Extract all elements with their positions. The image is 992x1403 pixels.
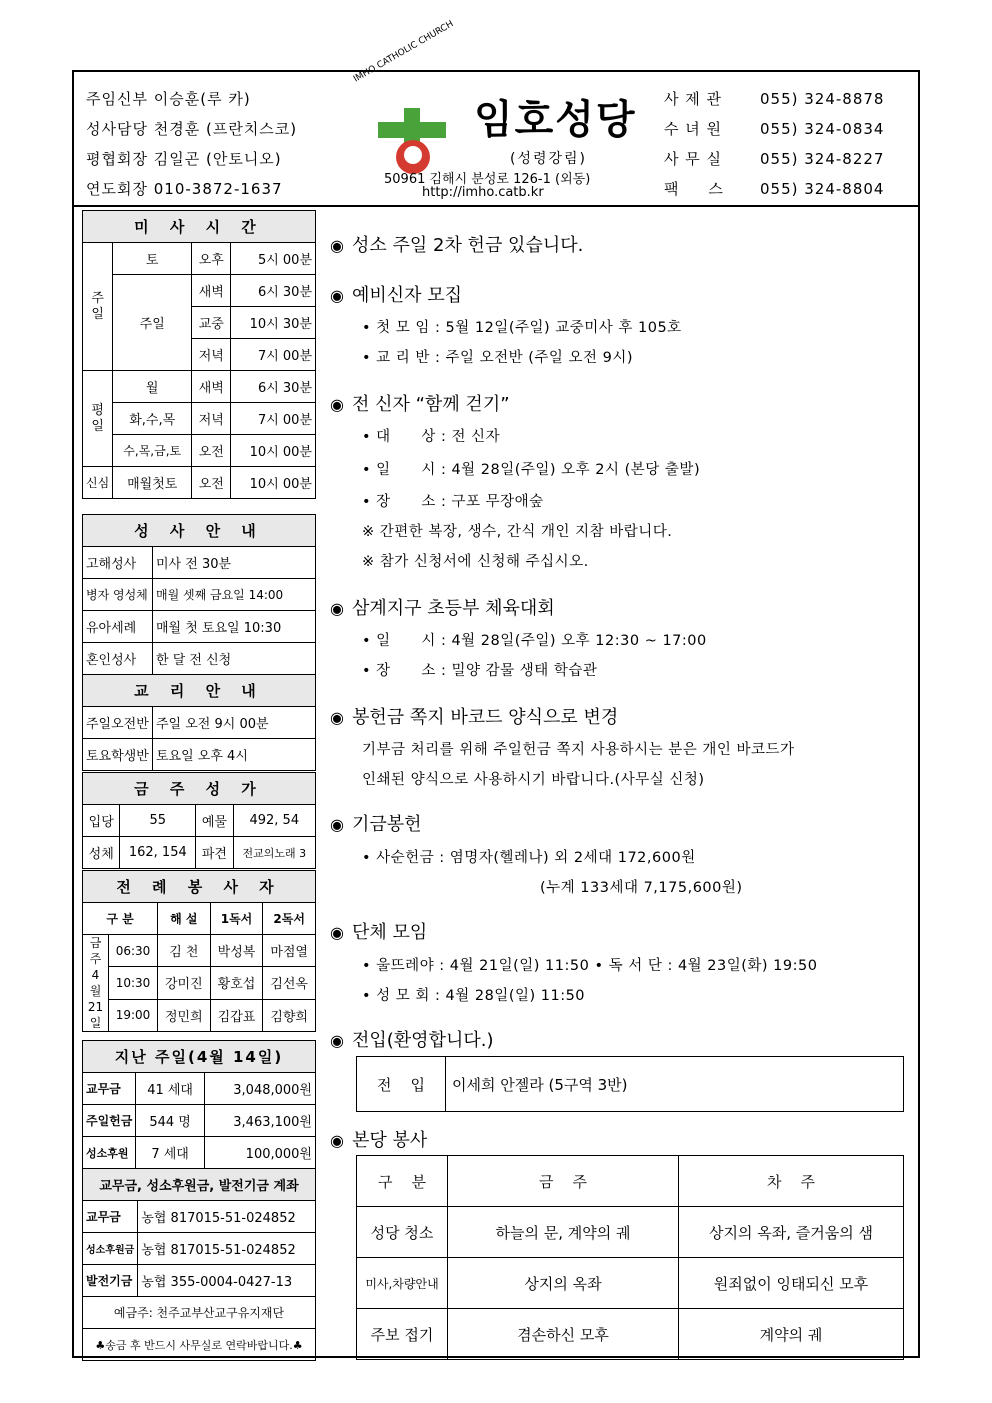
bullet-icon: ◉	[330, 395, 344, 414]
value: 주일 오전 9시 00분	[153, 707, 316, 739]
value: 토요일 오후 4시	[153, 739, 316, 771]
head: 해 설	[158, 903, 211, 935]
phone: 055) 324-8227	[760, 150, 885, 168]
label: 병자 영성체	[83, 579, 153, 611]
period: 새벽	[192, 275, 231, 307]
line	[362, 629, 707, 650]
value: 겸손하신 모후	[448, 1309, 679, 1360]
time: 6시 30분	[231, 275, 316, 307]
note: ※ 간편한 복장, 생수, 간식 개인 지참 바랍니다.	[362, 524, 673, 540]
text: 대 상 : 전 신자	[376, 429, 501, 445]
item-title: 전입(환영합니다.)	[352, 1030, 494, 1051]
label: 교무금	[83, 1073, 136, 1105]
day: 수,목,금,토	[113, 435, 192, 467]
item-title: 성소 주일 2차 헌금 있습니다.	[352, 235, 584, 256]
period: 저녁	[192, 339, 231, 371]
time: 10:30	[109, 967, 158, 999]
church-logo-icon	[378, 108, 446, 176]
item-sports	[330, 594, 555, 620]
value: 492, 54	[233, 805, 315, 837]
value: 매월 첫 토요일 10:30	[153, 611, 316, 643]
line	[362, 425, 500, 446]
sunday-label: 주일	[83, 243, 113, 371]
item-offering	[330, 231, 583, 257]
label: 발전기금	[83, 1265, 138, 1297]
amount: 3,048,000원	[204, 1073, 315, 1105]
sacrament-title: 성 사 안 내	[83, 515, 316, 547]
value: 55	[120, 805, 196, 837]
header-left-2	[86, 118, 297, 139]
line	[362, 846, 696, 867]
mass-times-table	[82, 210, 316, 499]
mass-title: 미 사 시 간	[83, 211, 316, 243]
day: 월	[113, 371, 192, 403]
name: 황호섭	[210, 967, 263, 999]
value: 계약의 궤	[679, 1309, 904, 1360]
faith-label: 신심	[83, 467, 113, 499]
role: 성사담당	[86, 120, 148, 138]
day: 매월첫토	[113, 467, 192, 499]
text: 기부금 처리를 위해 주일헌금 쪽지 사용하시는 분은 개인 바코드가	[362, 742, 795, 758]
dot-icon: •	[362, 462, 372, 478]
day: 주일	[113, 275, 192, 371]
church-subtitle: (성령강림)	[510, 151, 588, 167]
servers-date: 금주 4월 21일	[83, 935, 109, 1032]
dot-icon: •	[362, 958, 372, 974]
item-title: 삼계지구 초등부 체육대회	[352, 598, 555, 619]
value: 상지의 옥좌	[448, 1258, 679, 1309]
church-address: 50961 김해시 분성로 126-1 (외동)	[384, 172, 591, 187]
name: 010-3872-1637	[153, 180, 283, 198]
dot-icon: •	[362, 494, 372, 510]
label: 교무금	[83, 1201, 138, 1233]
sacrament-table	[82, 514, 316, 675]
amount: 3,463,100원	[204, 1105, 315, 1137]
servers-table	[82, 870, 316, 1032]
value: 한 달 전 신청	[153, 643, 316, 675]
label: 토요학생반	[83, 739, 153, 771]
label: 수 녀 원	[664, 120, 723, 138]
label: 입당	[83, 805, 120, 837]
time: 10시 00분	[231, 467, 316, 499]
line	[362, 490, 544, 511]
line	[362, 316, 682, 337]
label: 팩 스	[664, 180, 724, 198]
hymn-table	[82, 772, 316, 869]
item-catechumen	[330, 281, 462, 307]
role: 연도회장	[86, 180, 148, 198]
dot-icon: •	[362, 850, 372, 866]
last-week-title: 지난 주일(4월 14일)	[83, 1041, 316, 1073]
item-title: 전 신자 “함께 걷기”	[352, 394, 510, 415]
value: 전교의노래 3	[233, 837, 315, 869]
time: 10시 30분	[231, 307, 316, 339]
dot-icon: •	[362, 320, 372, 336]
item-title: 봉헌금 쪽지 바코드 양식으로 변경	[352, 707, 619, 728]
bullet-icon: ◉	[330, 286, 344, 305]
label: 미사,차량안내	[357, 1258, 448, 1309]
header-right-2	[664, 118, 884, 139]
value: 농협 817015-51-024852	[138, 1233, 316, 1265]
hymn-title: 금 주 성 가	[83, 773, 316, 805]
item-transfer	[330, 1026, 493, 1052]
label: 파견	[196, 837, 233, 869]
period: 새벽	[192, 371, 231, 403]
church-url[interactable]: http://imho.catb.kr	[422, 185, 544, 200]
time: 06:30	[109, 935, 158, 967]
header-right-1	[664, 88, 884, 109]
label: 전 입	[357, 1057, 446, 1112]
weekday-label: 평일	[83, 371, 113, 467]
phone: 055) 324-8878	[760, 90, 885, 108]
name: 강미진	[158, 967, 211, 999]
name: 김갑표	[210, 999, 263, 1031]
bullet-icon: ◉	[330, 708, 344, 727]
bullet-icon: ◉	[330, 236, 344, 255]
header-left-1	[86, 88, 251, 109]
servers-title: 전 례 봉 사 자	[83, 871, 316, 903]
item-title: 단체 모임	[352, 922, 428, 943]
label: 혼인성사	[83, 643, 153, 675]
head: 2독서	[263, 903, 316, 935]
service-table	[356, 1155, 904, 1360]
item-service	[330, 1126, 427, 1152]
name: 천경훈 (프란치스코)	[153, 120, 298, 138]
name: 김 천	[158, 935, 211, 967]
text: 성 모 회 : 4월 28일(일) 11:50	[376, 988, 586, 1004]
dot-icon: •	[362, 988, 372, 1004]
text: 교 리 반 : 주일 오전반 (주일 오전 9시)	[376, 350, 634, 366]
label: 주보 접기	[357, 1309, 448, 1360]
line	[362, 954, 817, 975]
name: 마점열	[263, 935, 316, 967]
item-barcode	[330, 703, 618, 729]
bullet-icon: ◉	[330, 1031, 344, 1050]
time: 5시 00분	[231, 243, 316, 275]
item-walk	[330, 390, 510, 416]
notice: ♣송금 후 반드시 사무실로 연락바랍니다.♣	[83, 1329, 316, 1361]
label: 성소후원	[83, 1137, 136, 1169]
depositor: 예금주: 천주교부산교구유지재단	[83, 1297, 316, 1329]
value: 하늘의 문, 계약의 궤	[448, 1207, 679, 1258]
time: 7시 00분	[231, 403, 316, 435]
count: 544 명	[136, 1105, 204, 1137]
phone: 055) 324-8804	[760, 180, 885, 198]
bullet-icon: ◉	[330, 923, 344, 942]
catechism-title: 교 리 안 내	[83, 675, 316, 707]
dot-icon: •	[362, 633, 372, 649]
head: 금 주	[448, 1156, 679, 1207]
head: 1독서	[210, 903, 263, 935]
transfer-table	[356, 1056, 904, 1112]
text: 독 서 단 : 4월 23일(화) 19:50	[608, 958, 818, 974]
label: 주일오전반	[83, 707, 153, 739]
text: 사순헌금 : 염명자(헬레나) 외 2세대 172,600원	[376, 850, 696, 866]
bullet-icon: ◉	[330, 815, 344, 834]
bullet-icon: ◉	[330, 1131, 344, 1150]
period: 저녁	[192, 403, 231, 435]
value: 미사 전 30분	[153, 547, 316, 579]
bullet-icon: ◉	[330, 599, 344, 618]
header-divider	[72, 205, 920, 207]
accounts-table	[82, 1168, 316, 1361]
header-left-4	[86, 178, 283, 199]
value: 농협 355-0004-0427-13	[138, 1265, 316, 1297]
value: 이세희 안젤라 (5구역 3반)	[446, 1057, 904, 1112]
value: 원죄없이 잉태되신 모후	[679, 1258, 904, 1309]
count: 7 세대	[136, 1137, 204, 1169]
count: 41 세대	[136, 1073, 204, 1105]
last-week-table	[82, 1040, 316, 1169]
head: 차 주	[679, 1156, 904, 1207]
item-title: 본당 봉사	[352, 1130, 428, 1151]
header-right-3	[664, 148, 884, 169]
label: 사 무 실	[664, 150, 723, 168]
line	[362, 346, 633, 367]
period: 오후	[192, 243, 231, 275]
item-groups	[330, 918, 427, 944]
line	[362, 984, 585, 1005]
label: 유아세례	[83, 611, 153, 643]
period: 오전	[192, 435, 231, 467]
time: 10시 00분	[231, 435, 316, 467]
name: 김향희	[263, 999, 316, 1031]
head: 구 분	[357, 1156, 448, 1207]
text: 인쇄된 양식으로 사용하시기 바랍니다.(사무실 신청)	[362, 772, 705, 788]
item-title: 기금봉헌	[352, 814, 422, 835]
text: 일 시 : 4월 28일(주일) 오후 12:30 ~ 17:00	[376, 633, 707, 649]
time: 7시 00분	[231, 339, 316, 371]
dot-icon: •	[362, 663, 372, 679]
dot-icon: •	[594, 958, 604, 974]
period: 교중	[192, 307, 231, 339]
head: 구 분	[83, 903, 158, 935]
item-fund	[330, 810, 422, 836]
text: (누계 133세대 7,175,600원)	[540, 880, 743, 896]
text: 일 시 : 4월 28일(주일) 오후 2시 (본당 출발)	[376, 462, 701, 478]
label: 주일헌금	[83, 1105, 136, 1137]
text: 울뜨레야 : 4월 21일(일) 11:50	[376, 958, 590, 974]
day: 화,수,목	[113, 403, 192, 435]
note: ※ 참가 신청서에 신청해 주십시오.	[362, 554, 589, 570]
logo-arc-text: IMHO CATHOLIC CHURCH	[352, 19, 456, 85]
dot-icon: •	[362, 350, 372, 366]
value: 농협 817015-51-024852	[138, 1201, 316, 1233]
header-right-4	[664, 178, 884, 199]
church-name: 임호성당	[474, 97, 637, 143]
text: 장 소 : 구포 무장애숲	[376, 494, 544, 510]
label: 고해성사	[83, 547, 153, 579]
name: 김일곤 (안토니오)	[153, 150, 282, 168]
day: 토	[113, 243, 192, 275]
text: 장 소 : 밀양 감물 생태 학습관	[376, 663, 598, 679]
dot-icon: •	[362, 429, 372, 445]
accounts-title: 교무금, 성소후원금, 발전기금 계좌	[83, 1169, 316, 1201]
period: 오전	[192, 467, 231, 499]
line	[362, 659, 597, 680]
role: 주임신부	[86, 90, 148, 108]
item-title: 예비신자 모집	[352, 285, 463, 306]
name: 정민희	[158, 999, 211, 1031]
label: 사 제 관	[664, 90, 723, 108]
value: 162, 154	[120, 837, 196, 869]
amount: 100,000원	[204, 1137, 315, 1169]
phone: 055) 324-0834	[760, 120, 885, 138]
time: 6시 30분	[231, 371, 316, 403]
label: 성소후원금	[83, 1233, 138, 1265]
line	[362, 458, 700, 479]
name: 이승훈(루 카)	[153, 90, 251, 108]
role: 평협회장	[86, 150, 148, 168]
name: 김선옥	[263, 967, 316, 999]
value: 매월 셋째 금요일 14:00	[153, 579, 316, 611]
text: 첫 모 임 : 5월 12일(주일) 교중미사 후 105호	[376, 320, 682, 336]
label: 예물	[196, 805, 233, 837]
name: 박성복	[210, 935, 263, 967]
label: 성체	[83, 837, 120, 869]
catechism-table	[82, 674, 316, 771]
time: 19:00	[109, 999, 158, 1031]
value: 상지의 옥좌, 즐거움의 샘	[679, 1207, 904, 1258]
label: 성당 청소	[357, 1207, 448, 1258]
header-left-3	[86, 148, 282, 169]
